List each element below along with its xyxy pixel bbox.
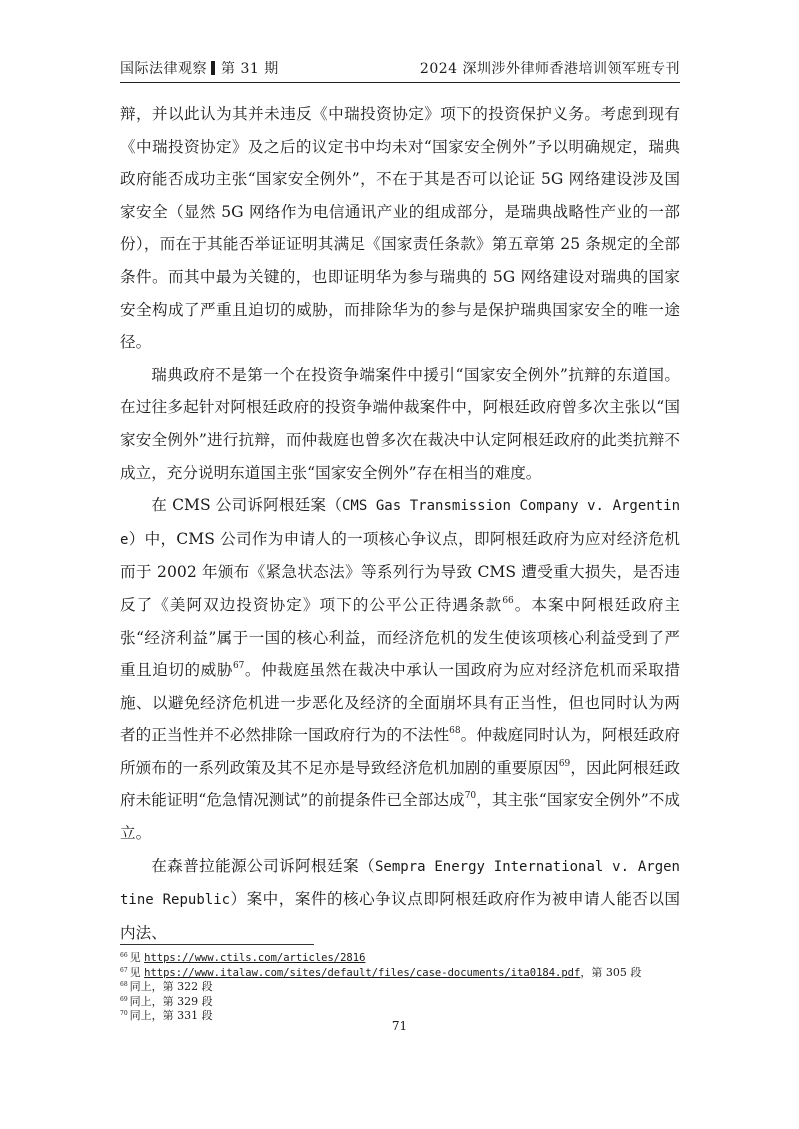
footnotes	[120, 951, 680, 1024]
p4-text-a: 在森普拉能源公司诉阿根廷案（	[151, 856, 375, 875]
article-body	[120, 98, 680, 949]
issue-number: 第 31 期	[221, 61, 279, 77]
footnote-text: 同上，第 322 段	[129, 980, 213, 993]
footnote-68	[120, 980, 680, 995]
case-name-sempra: Sempra Energy International v. Argentine Republic	[120, 858, 680, 909]
journal-title	[120, 58, 279, 78]
footnote-prefix: 见	[129, 951, 145, 964]
p3-text-g: ，其主张“国家安全例外”不成立。	[120, 791, 680, 843]
footnote-ref-67[interactable]: 67	[232, 661, 245, 672]
footnote-ref-66[interactable]: 66	[502, 595, 514, 606]
footnote-suffix: ，第 305 段	[580, 965, 642, 979]
footnote-number: 66	[120, 952, 128, 959]
header-divider	[120, 82, 680, 83]
journal-name: 国际法律观察	[120, 61, 207, 77]
footnote-number: 70	[120, 1010, 128, 1017]
footnote-text: 同上，第 329 段	[129, 994, 213, 1008]
p3-text-d: 。仲裁庭虽然在裁决中承认一国政府为应对经济危机而采取措施、以避免经济危机进一步恶化及经济的全面崩坏具有正当性，但也同时认为两者的正当性并不必然排除一国政府行为的不法性	[120, 661, 680, 745]
p4-text-b: ）案中，案件的核心争议点即阿根廷政府作为被申请人能否以国内法、	[120, 890, 680, 942]
paragraph-3	[120, 489, 680, 850]
page-header	[120, 58, 680, 82]
separator-bar	[211, 61, 215, 75]
p3-text-c: 。本案中阿根廷政府主张“经济利益”属于一国的核心利益，而经济危机的发生使该项核心利益受到了严重且迫切的威胁	[120, 595, 680, 680]
footnote-link[interactable]: https://www.ctils.com/articles/2816	[144, 952, 366, 964]
paragraph-1: 辩，并以此认为其并未违反《中瑞投资协定》项下的投资保护义务。考虑到现有《中瑞投资协定》及之后的议定书中均未对“国家安全例外”予以明确规定，瑞典政府能否成功主张“国家安全例外”，不在于其是否可以论证 5G 网络建设涉及国家安全（显然 5G 网络作为电信通讯产业的组成部分，是瑞典战略性产业的一部份），而在于其能否举证证明其满足《国家责任条款》第五章第 25 条规定的全部条件。而其中最为关键的，也即证明华为参与瑞典的 5G 网络建设对瑞典的国家安全构成了严重且迫切的威胁，而排除华为的参与是保护瑞典国家安全的唯一途径。	[120, 105, 680, 352]
paragraph-4	[120, 850, 680, 950]
footnote-number: 68	[120, 981, 128, 988]
p3-text-b: ）中，CMS 公司作为申请人的一项核心争议点，即阿根廷政府为应对经济危机而于 2002 年颁布《紧急状态法》等系列行为导致 CMS 遭受重大损失，是否违反了《美阿双边投资协定》项下的公平公正待遇条款	[120, 529, 680, 614]
footnote-text: 同上，第 331 段	[129, 1009, 213, 1022]
paragraph-2: 瑞典政府不是第一个在投资争端案件中援引“国家安全例外”抗辩的东道国。在过往多起针对阿根廷政府的投资争端仲裁案件中，阿根廷政府曾多次主张以“国家安全例外”进行抗辩，而仲裁庭也曾多次在裁决中认定阿根廷政府的此类抗辩不成立，充分说明东道国主张“国家安全例外”存在相当的难度。	[120, 365, 680, 482]
p3-text-f: ，因此阿根廷政府未能证明“危急情况测试”的前提条件已全部达成	[120, 758, 680, 810]
footnote-number: 69	[120, 995, 128, 1003]
page-number: 71	[391, 1019, 408, 1033]
footnote-67	[120, 966, 680, 981]
p3-text-e: 。仲裁庭同时认为，阿根廷政府所颁布的一系列政策及其不足亦是导致经济危机加剧的重要原因	[120, 726, 680, 777]
special-issue-title: 2024 深圳涉外律师香港培训领军班专刊	[419, 61, 680, 77]
footnote-prefix: 见	[129, 965, 145, 979]
footnote-link[interactable]: https://www.italaw.com/sites/default/files/case-documents/ita0184.pdf	[144, 966, 581, 979]
footnote-ref-69[interactable]: 69	[558, 758, 571, 769]
footnote-number: 67	[120, 966, 128, 974]
p3-text-a: 在 CMS 公司诉阿根廷案（	[151, 496, 342, 515]
footnote-69	[120, 995, 680, 1010]
case-name-cms: CMS Gas Transmission Company v. Argentine	[120, 498, 680, 548]
footnote-ref-68[interactable]: 68	[449, 726, 461, 737]
footnote-ref-70[interactable]: 70	[464, 791, 477, 802]
footnote-66	[120, 951, 680, 966]
footnote-divider	[120, 944, 314, 945]
